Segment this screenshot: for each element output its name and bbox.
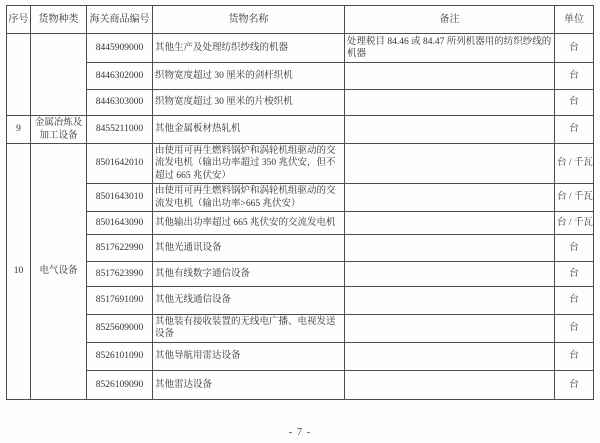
goods-table xyxy=(6,5,594,400)
hs-code-cell: 8501643090 xyxy=(87,212,153,235)
unit-cell: 台 xyxy=(555,63,594,90)
hs-code-cell: 8501643010 xyxy=(87,184,153,212)
table-row xyxy=(7,212,594,235)
hs-code-cell: 8517691090 xyxy=(87,287,153,315)
unit-cell: 台 xyxy=(555,315,594,343)
header-remark: 备注 xyxy=(345,6,555,34)
unit-cell: 台 xyxy=(555,262,594,287)
table-row xyxy=(7,262,594,287)
goods-name-cell: 其他输出功率超过 665 兆伏安的交流发电机 xyxy=(153,212,345,235)
hs-code-cell: 8445909000 xyxy=(87,34,153,63)
hs-code-cell: 8446302000 xyxy=(87,63,153,90)
remark-cell xyxy=(345,90,555,116)
table-row xyxy=(7,90,594,116)
hs-code-cell: 8517623990 xyxy=(87,262,153,287)
header-unit: 单位 xyxy=(555,6,594,34)
serial-cell: 9 xyxy=(7,116,31,144)
table-row xyxy=(7,116,594,144)
goods-name-cell: 织物宽度超过 30 厘米的片梭织机 xyxy=(153,90,345,116)
header-row xyxy=(7,6,594,34)
unit-cell: 台 xyxy=(555,342,594,370)
category-cell xyxy=(31,34,87,116)
remark-cell xyxy=(345,116,555,144)
table-row xyxy=(7,315,594,343)
serial-cell: 10 xyxy=(7,144,31,400)
header-category: 货物种类 xyxy=(31,6,87,34)
goods-name-cell: 其他装有接收装置的无线电广播、电视发送设备 xyxy=(153,315,345,343)
goods-name-cell: 其他生产及处理纺织纱线的机器 xyxy=(153,34,345,63)
remark-cell xyxy=(345,212,555,235)
remark-cell xyxy=(345,287,555,315)
goods-name-cell: 其他金属板材热轧机 xyxy=(153,116,345,144)
hs-code-cell: 8455211000 xyxy=(87,116,153,144)
page-number: - 7 - xyxy=(288,427,312,438)
remark-cell xyxy=(345,184,555,212)
header-hs-code: 海关商品编号 xyxy=(87,6,153,34)
goods-name-cell: 由使用可再生燃料锅炉和涡轮机组驱动的交流发电机（输出功率超过 350 兆伏安，但不超过 665 兆伏安） xyxy=(153,144,345,184)
hs-code-cell: 8526109090 xyxy=(87,370,153,399)
table-row xyxy=(7,63,594,90)
unit-cell: 台 xyxy=(555,116,594,144)
hs-code-cell: 8501642010 xyxy=(87,144,153,184)
table-row xyxy=(7,287,594,315)
remark-cell xyxy=(345,342,555,370)
hs-code-cell: 8526101090 xyxy=(87,342,153,370)
unit-cell: 台 xyxy=(555,287,594,315)
goods-name-cell: 由使用可再生燃料锅炉和涡轮机组驱动的交流发电机（输出功率>665 兆伏安） xyxy=(153,184,345,212)
hs-code-cell: 8517622990 xyxy=(87,235,153,262)
header-serial: 序号 xyxy=(7,6,31,34)
unit-cell: 台 / 千瓦 xyxy=(555,184,594,212)
table-row xyxy=(7,235,594,262)
unit-cell: 台 xyxy=(555,370,594,399)
remark-cell xyxy=(345,262,555,287)
unit-cell: 台 xyxy=(555,235,594,262)
table-row xyxy=(7,370,594,399)
goods-name-cell: 其他有线数字通信设备 xyxy=(153,262,345,287)
goods-name-cell: 其他无线通信设备 xyxy=(153,287,345,315)
unit-cell: 台 xyxy=(555,90,594,116)
goods-name-cell: 织物宽度超过 30 厘米的剑杆织机 xyxy=(153,63,345,90)
remark-cell xyxy=(345,144,555,184)
goods-name-cell: 其他光通讯设备 xyxy=(153,235,345,262)
remark-cell xyxy=(345,235,555,262)
remark-cell xyxy=(345,370,555,399)
table-row xyxy=(7,34,594,63)
remark-cell xyxy=(345,63,555,90)
unit-cell: 台 / 千瓦 xyxy=(555,144,594,184)
goods-name-cell: 其他雷达设备 xyxy=(153,370,345,399)
remark-cell: 处理税目 84.46 或 84.47 所列机器用的纺织纱线的机器 xyxy=(345,34,555,63)
goods-name-cell: 其他导航用雷达设备 xyxy=(153,342,345,370)
table-row xyxy=(7,144,594,184)
serial-cell xyxy=(7,34,31,116)
table-row xyxy=(7,342,594,370)
category-cell: 金属冶炼及加工设备 xyxy=(31,116,87,144)
category-cell: 电气设备 xyxy=(31,144,87,400)
unit-cell: 台 xyxy=(555,34,594,63)
hs-code-cell: 8525609000 xyxy=(87,315,153,343)
remark-cell xyxy=(345,315,555,343)
header-goods-name: 货物名称 xyxy=(153,6,345,34)
unit-cell: 台 / 千瓦 xyxy=(555,212,594,235)
table-row xyxy=(7,184,594,212)
hs-code-cell: 8446303000 xyxy=(87,90,153,116)
